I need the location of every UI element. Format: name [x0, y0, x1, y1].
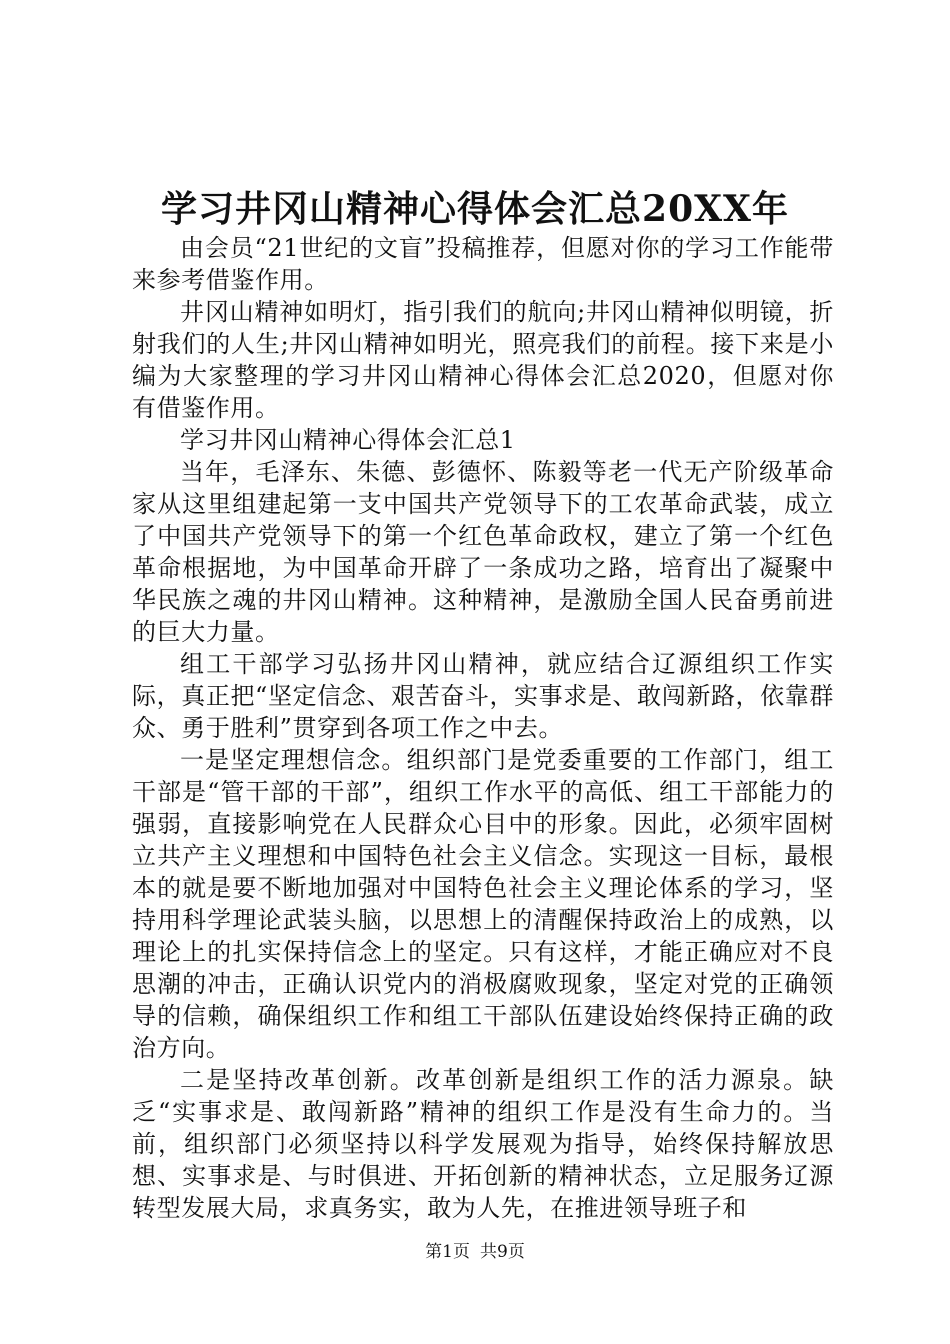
section-heading: 学习井冈山精神心得体会汇总1	[180, 426, 516, 454]
paragraph-organization: 组工干部学习弘扬井冈山精神，就应结合辽源组织工作实际，真正把“坚定信念、艰苦奋斗，实事求是、敢闯新路，依靠群众、勇于胜利”贯穿到各项工作之中去。	[132, 650, 834, 742]
document-title: 学习井冈山精神心得体会汇总20XX年	[161, 188, 789, 230]
paragraph-intro: 由会员“21世纪的文盲”投稿推荐，但愿对你的学习工作能带来参考借鉴作用。	[132, 234, 834, 294]
page-total: 共9页	[480, 1242, 525, 1262]
page-footer	[0, 1240, 950, 1264]
paragraph-preface: 井冈山精神如明灯，指引我们的航向;井冈山精神似明镜，折射我们的人生;井冈山精神如明光，照亮我们的前程。接下来是小编为大家整理的学习井冈山精神心得体会汇总2020，但愿对你有借鉴作用。	[132, 298, 834, 422]
paragraph-point-one: 一是坚定理想信念。组织部门是党委重要的工作部门，组工干部是“管干部的干部”，组织工作水平的高低、组工干部能力的强弱，直接影响党在人民群众心目中的形象。因此，必须牢固树立共产主义理想和中国特色社会主义信念。实现这一目标，最根本的就是要不断地加强对中国特色社会主义理论体系的学习，坚持用科学理论武装头脑，以思想上的清醒保持政治上的成熟，以理论上的扎实保持信念上的坚定。只有这样，才能正确应对不良思潮的冲击，正确认识党内的消极腐败现象，坚定对党的正确领导的信赖，确保组织工作和组工干部队伍建设始终保持正确的政治方向。	[132, 746, 834, 1062]
paragraph-point-two: 二是坚持改革创新。改革创新是组织工作的活力源泉。缺乏“实事求是、敢闯新路”精神的组织工作是没有生命力的。当前，组织部门必须坚持以科学发展观为指导，始终保持解放思想、实事求是、与时俱进、开拓创新的精神状态，立足服务辽源转型发展大局，求真务实，敢为人先，在推进领导班子和	[132, 1066, 834, 1222]
paragraph-history: 当年，毛泽东、朱德、彭德怀、陈毅等老一代无产阶级革命家从这里组建起第一支中国共产党领导下的工农革命武装，成立了中国共产党领导下的第一个红色革命政权，建立了第一个红色革命根据地，为中国革命开辟了一条成功之路，培育出了凝聚中华民族之魂的井冈山精神。这种精神，是激励全国人民奋勇前进的巨大力量。	[132, 458, 834, 646]
page-number: 第1页	[425, 1242, 470, 1262]
document-body	[132, 232, 834, 1224]
